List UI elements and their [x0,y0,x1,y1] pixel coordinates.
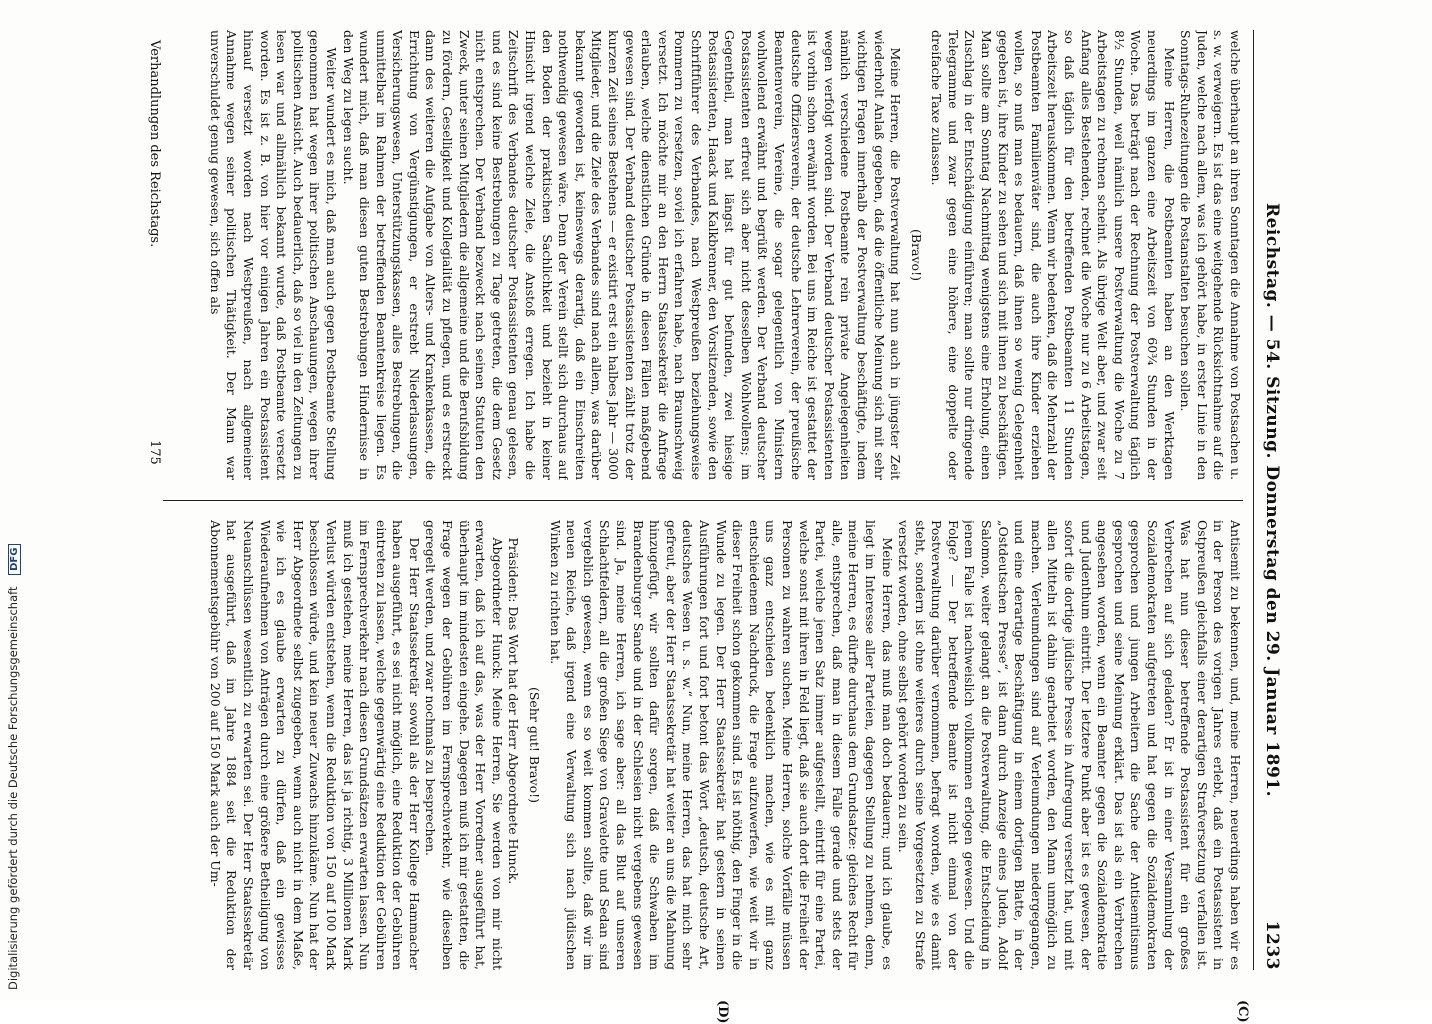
running-title: Reichstag. — 54. Sitzung. Donnerstag den 29. Januar 1891. [1262,202,1282,798]
signature-line: Verhandlungen des Reichstags. [147,40,162,248]
paragraph: Weiter wundert es mich, daß man auch gegen Postbeamte Stellung genommen hat wegen ihrer politischen Anschauungen, wegen ihrer politischen Ansicht. Auch bedauerlich, daß so viel in den Zeitungen zu lesen war und allmählich bekannt wurde, daß Postbeamte versetzt worden. Es ist z. B. von hier vor einigen Jahren ein Postassistent hinauf versetzt worden nach Westpreußen, nach allgemeiner Annahme wegen seiner politischen Thätigkeit. Der Mann war unverschuldet genug gewesen, sich offen als [207,30,339,480]
interjection: (Sehr gut! Bravo!) [527,686,543,803]
page-number: 1233 [1262,920,1282,970]
margin-mark-c: (C) [1235,1000,1250,1023]
column-divider [163,500,1243,501]
paragraph: welche überhaupt an ihren Sonntagen die Annahme von Postsachen u. s. w. verweigern. Es ist das eine weitgehende Rücksichtnahme auf die Juden, welche nach allem, was ich gehört habe, in erster Linie in den Sonntags-Ruhezeitungen die Postanstalten besuchen sollen. [1178,30,1243,480]
right-column [163,520,1243,970]
paragraph: Meine Herren, die Postbeamten haben an den Werktagen neuerdings im ganzen eine Arbeitszeit von 60¾ Stunden in der Woche. Das beträgt nach der Rechnung der Postverwaltung täglich 8½ Stunden, weil nämlich unsere Postverwaltung die Woche zu 7 Arbeitstagen zu rechnen scheint. Als übrige Welt aber, und zwar seit Anfang alles Bestehenden, rechnet die Woche nur zu 6 Arbeitstagen, so daß täglich für den betreffenden Postbeamten 11 Stunden Arbeitszeit herauskommen. Wenn wir bedenken, daß die Mehrzahl der Postbeamten Familienväter sind, die auch ihre Kinder erziehen wollen, so muß man es bedauern, daß ihnen so wenig Gelegenheit gegeben ist, ihre Kinder zu sehen und sich mit ihnen zu beschäftigen. Man sollte am Sonntag Nachmittag wenigstens eine Erholung, einen Zuschlag in der Entschädigung einführen; man sollte nur dringende Telegramme und zwar gegen eine höhere, eine doppelte oder dreifache Taxe zulassen. [929,30,1177,480]
margin-mark-d: (D) [715,1000,730,1024]
digitization-footer [6,10,21,990]
paragraph: Präsident: Das Wort hat der Herr Abgeordnete Hunck. [506,537,522,885]
page-header [1253,30,1290,970]
paragraph: Meine Herren, das muß man doch bedauern; und ich glaube, es liegt im Interesse aller Parteien, dagegen Stellung zu nehmen, denn, meine Herren, es dürfte durchaus dem Grundsatze: gleiches Recht für alle, entsprechen, daß man in diesem Falle gerade und stets der Partei, welche jenen Satz immer aufgestellt, eintritt für eine Partei, welche sonst mit ihren in Feld liegt, daß sie auch dort die Freiheit der Personen zu wahren suchen. Meine Herren, solche Vorfälle müssen uns ganz entschieden bedenklich machen, wie es mit ganz entschiedenem Nachdruck, die Frage aufzuwerfen, wie weit wir in dieser Freiheit schon gekommen sind. Es ist nöthig, den Finger in die Wunde zu legen. Der Herr Staatssekretär hat gestern in seinen Ausführungen fort und fort betont das Wort „deutsch, deutsche Art, deutsches Wesen u. s. w.“ Nun, meine Herren, das hat mich sehr gefreut, aber der Herr Staatssekretär hat weiter an uns die Mahnung hinzugefügt, wir sollten dafür sorgen, daß die Schwaben im Brandenburger Sande und in der Schlesien nicht vergebens gewesen sind. Ja, meine Herren, ich sage aber: all das Blut auf unseren Schlachtfeldern, all die großen Siege von Gravelotte und Sedan sind vergeblich gewesen, wenn es so weit kommen sollte, daß wir im neuen Reiche, daß irgend eine Verwaltung sich nach jüdischen Winken zu richten hat. [547,520,895,970]
interjection: (Bravo!) [908,229,924,281]
footer-text: Digitalisierung gefördert durch die Deutsche Forschungsgemeinschaft [6,586,20,990]
left-column [163,30,1243,480]
rotated-page [115,0,1290,1024]
paragraph: Antisemit zu bekennen, und, meine Herren, neuerdings haben wir es in der Person des vorigen Jahres erlebt, daß ein Postassistent in Ostpreußen gleichfalls einer derartigen Strafversetzung verfallen ist. Was hat nun dieser betreffende Postassistent für ein großes Verbrechen auf sich geladen? Er ist in einer Versammlung der Sozialdemokraten aufgetreten und hat gegen die Sozialdemokraten gesprochen und jungen Arbeitern die Sache der Antisemitismus gesprochen und seine Meinung erklärt. Das ist als ein Verbrechen angesehen worden, wenn ein Beamter gegen die Sozialdemokratie und Judenthum eintritt. Der letztere Punkt aber ist es gewesen, der sofort die dortige jüdische Presse in Aufregung versetzt hat, und mit allen Mitteln ist dahin gearbeitet worden, den Mann unmöglich zu machen. Verleumdungen sind auf Verleumdungen niedergegangen, und eine derartige Beschäftigung in einem dortigen Blatte, in der „Ostdeutschen Presse“, ist dann durch Anzeige eines Juden, Adolf Salomon, weiter gelangt an die Postverwaltung, die Entscheidung in jenem Falle ist nachweislich vollkommen erlogen gewesen. Und die Folge? — Der betreffende Beamte ist nicht einmal von der Postverwaltung darüber vernommen, befragt worden, wie es damit steht, sondern ist ohne weiteres durch seine Vorgesetzten zu Strafe versetzt worden, ohne selbst gehört worden zu sein. [896,520,1243,970]
paragraph: Abgeordneter Hunck: Meine Herren, Sie werden von mir nicht erwarten, daß ich auf das, was der Herr Vorredner ausgeführt hat, überhaupt im mindesten eingehe. Dagegen muß ich mir gestatten, die Frage wegen der Gebühren im Fernsprechverkehr, wie dieselben geregelt werden, und zwar nochmals zu besprechen. [423,520,505,970]
paragraph: Der Herr Staatssekretär sowohl als der Herr Kollege Hammacher haben ausgeführt, es sei nicht möglich, eine Reduktion der Gebühren eintreten zu lassen, welche gegenwärtig eine Reduktion der Gebühren im Fernsprechverkehr nach diesen Grundsätzen erwarten lassen. Nun muß ich gestehen, meine Herren, das ist ja richtig, 3 Millionen Mark Verlust würden entstehen, wenn die Reduktion von 150 auf 100 Mark beschlossen würde, und kein neuer Zuwachs hinzukäme. Nun hat der Herr Abgeordnete selbst zugegeben, wenn auch nicht in dem Maße, wie ich es glaube erwarten zu dürfen, daß ein gewisses Wiederaufnehmen von Anträgen durch eine größere Betheiligung von Neuanschlüssen wesentlich zu erwarten sei. Der Herr Staatssekretär hat ausgeführt, daß im Jahre 1884 seit die Reduktion der Abonnementsgebühr von 200 auf 150 Mark auch der Um- [207,520,422,970]
paragraph: Meine Herren, die Postverwaltung hat nun auch in jüngster Zeit wiederholt Anlaß gegeben, daß die öffentliche Meinung sich mit sehr wichtigen Fragen innerhalb der Postverwaltung beschäftigte, indem nämlich verschiedene Postbeamte rein private Angelegenheiten wegen verfolgt worden sind. Der Verband deutscher Postassistenten ist vorhin schon erwähnt worden. Bei uns im Reiche ist gestattet der deutsche Offiziersverein, der deutsche Lehrerverein, der preußische Beamtenverein, Vereine, die sogar gelegentlich von Ministern wohlwollend erwähnt und begrüßt werden. Der Verband deutscher Postassistenten erfreut sich aber nicht desselben Wohlwollens; im Gegentheil, man hat längst für gut befunden, zwei hiesige Postassistenten, Haack und Kalkbrenner, den Vorsitzenden, sowie den Schriftführer des Verbandes, nach Westpreußen beziehungsweise Pommern zu versetzen, soviel ich erfahren habe, nach Braunschweig versetzt. Ich möchte mir an den Herrn Staatssekretär die Anfrage erlauben, welche dienstlichen Gründe in diesen Fällen maßgebend gewesen sind. Der Verband deutscher Postassistenten zählt trotz der kurzen Zeit seines Bestehens — er existirt erst ein halbes Jahr — 3000 Mitglieder, und die Ziele des Verbandes sind nach allem, was darüber bekannt geworden ist, keineswegs derartig, daß ein Einschreiten nothwendig gewesen wäre. Denn der Verein stellt sich durchaus auf den Boden der praktischen Sachlichkeit und bezieht in keiner Hinsicht irgend welche Ziele, die Anstoß erregen. Ich habe die Zeitschrift des Verbandes deutscher Postassistenten genau gelesen, und es sind keine Bestrebungen zu Tage getreten, die dem Gesetz nicht entsprechen. Der Verband bezweckt nach seinen Statuten den Zweck, unter seinen Mitgliedern die allgemeine und die Berufsbildung zu fördern, Geselligkeit und Kollegialität zu pflegen, und es erstreckt dann des weiteren die Aufgabe von Alters- und Krankenkassen, die Errichtung von Vergünstigungen, er erstrebt Niederlassungen, Versicherungswesen, Unterstützungskassen, alles Bestrebungen, die unmittelbar im Rahmen der betreffenden Beamtenkreise liegen. Es wundert mich, daß man diesen guten Bestrebungen Hindernisse in den Weg zu legen sucht. [340,30,904,480]
dfg-logo-icon: DFG [8,544,21,575]
text-columns [143,30,1243,970]
sheet-number: 175 [147,440,162,465]
